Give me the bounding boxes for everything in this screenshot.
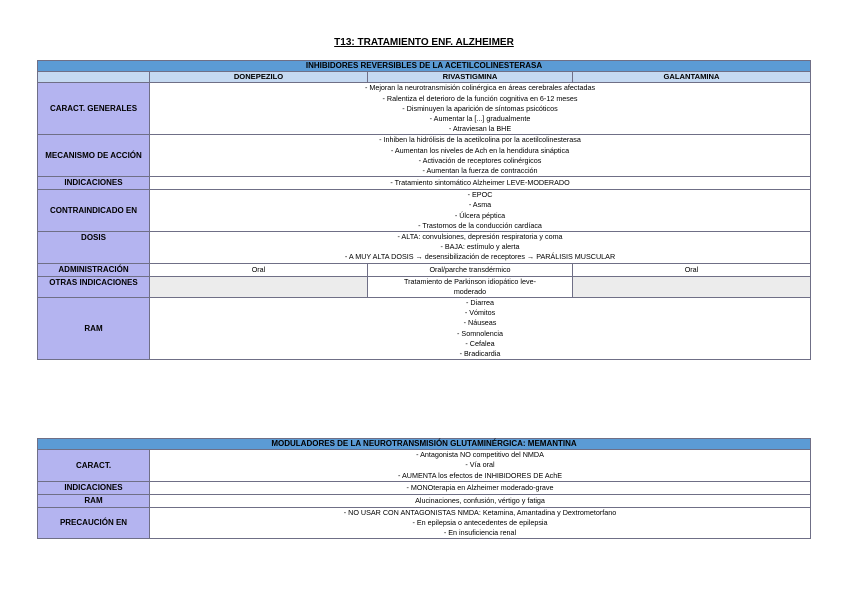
row-otras-indicaciones xyxy=(38,276,811,297)
row-indicaciones xyxy=(38,481,811,494)
list-item: - Aumentan los niveles de Ach en la hendidura sináptica xyxy=(390,145,570,155)
admin-galantamina: Oral xyxy=(573,263,811,276)
row-content xyxy=(150,507,811,539)
list-item: - Activación de receptores colinérgicos xyxy=(418,155,542,165)
row-label: PRECAUCIÓN EN xyxy=(38,507,150,539)
list-item: - Trastornos de la conducción cardíaca xyxy=(418,220,542,230)
list-item: - Úlcera péptica xyxy=(454,210,506,220)
row-label: INDICACIONES xyxy=(38,177,150,190)
row-content xyxy=(150,83,811,135)
row-caract-generales xyxy=(38,83,811,135)
row-content xyxy=(150,190,811,232)
row-mecanismo xyxy=(38,135,811,177)
list-item: - Aumentan la fuerza de contracción xyxy=(422,166,538,176)
admin-donepezilo: Oral xyxy=(150,263,368,276)
row-ram xyxy=(38,298,811,360)
list-item: - Somnolencia xyxy=(457,328,503,338)
acetylcholinesterase-inhibitors-table xyxy=(37,60,811,360)
list-item: - ALTA: convulsiones, depresión respiratoria y coma xyxy=(397,232,563,242)
row-content xyxy=(150,450,811,482)
list-item: Alucinaciones, confusión, vértigo y fatiga xyxy=(415,495,545,505)
row-label: RAM xyxy=(38,494,150,507)
row-dosis xyxy=(38,232,811,264)
list-item: Tratamiento de Parkinson idiopático leve- xyxy=(404,276,536,286)
row-content xyxy=(150,232,811,264)
list-item: - Vía oral xyxy=(465,460,495,470)
row-contraindicado xyxy=(38,190,811,232)
row-label: ADMINISTRACIÓN xyxy=(38,263,150,276)
list-item: - Diarrea xyxy=(466,298,494,308)
row-label: CARACT. GENERALES xyxy=(38,83,150,135)
row-content xyxy=(150,135,811,177)
list-item: - EPOC xyxy=(467,190,493,200)
list-item: moderado xyxy=(453,286,487,296)
list-item: - Disminuyen la aparición de síntomas psicóticos xyxy=(402,103,558,113)
list-item: - Cefalea xyxy=(465,338,495,348)
otras-donepezilo-empty xyxy=(150,276,368,297)
list-item: - Atraviesan la BHE xyxy=(448,124,512,134)
row-administracion xyxy=(38,263,811,276)
list-item: - A MUY ALTA DOSIS → desensibilización de receptores → PARÁLISIS MUSCULAR xyxy=(344,252,616,262)
otras-rivastigmina xyxy=(368,276,573,297)
list-item: - AUMENTA los efectos de INHIBIDORES DE AchE xyxy=(397,470,563,480)
row-caract xyxy=(38,450,811,482)
row-precaucion xyxy=(38,507,811,539)
row-label: CONTRAINDICADO EN xyxy=(38,190,150,232)
table1-corner-cell xyxy=(38,72,150,83)
admin-rivastigmina: Oral/parche transdérmico xyxy=(368,263,573,276)
row-label: DOSIS xyxy=(38,232,150,264)
list-item: - Náuseas xyxy=(463,318,497,328)
column-galantamina: GALANTAMINA xyxy=(573,72,811,83)
page-title: T13: TRATAMIENTO ENF. ALZHEIMER xyxy=(334,37,514,48)
list-item: - Antagonista NO competitivo del NMDA xyxy=(416,450,544,460)
row-label: RAM xyxy=(38,298,150,360)
list-item: - En epilepsia o antecedentes de epilepsia xyxy=(412,518,548,528)
list-item: - Asma xyxy=(468,200,492,210)
list-item: - Inhiben la hidrólisis de la acetilcolina por la acetilcolinesterasa xyxy=(379,135,581,145)
list-item: - Bradicardia xyxy=(459,349,501,359)
row-label: INDICACIONES xyxy=(38,481,150,494)
list-item: - Aumentar la [...] gradualmente xyxy=(429,114,531,124)
memantine-table xyxy=(37,438,811,539)
row-label: CARACT. xyxy=(38,450,150,482)
column-rivastigmina: RIVASTIGMINA xyxy=(368,72,573,83)
list-item: - Tratamiento sintomático Alzheimer LEVE-MODERADO xyxy=(390,178,570,188)
row-content xyxy=(150,494,811,507)
column-donepezilo: DONEPEZILO xyxy=(150,72,368,83)
table2-header: MODULADORES DE LA NEUROTRANSMISIÓN GLUTAMINÉRGICA: MEMANTINA xyxy=(38,439,811,450)
row-label: OTRAS INDICACIONES xyxy=(38,276,150,297)
list-item: - NO USAR CON ANTAGONISTAS NMDA: Ketamina, Amantadina y Dextrometorfano xyxy=(343,507,617,517)
row-indicaciones xyxy=(38,177,811,190)
otras-galantamina-empty xyxy=(573,276,811,297)
row-content xyxy=(150,298,811,360)
list-item: - Mejoran la neurotransmisión colinérgica en áreas cerebrales afectadas xyxy=(364,83,596,93)
row-content xyxy=(150,177,811,190)
list-item: - MONOterapia en Alzheimer moderado-grave xyxy=(406,482,554,492)
row-content xyxy=(150,481,811,494)
table1-header: INHIBIDORES REVERSIBLES DE LA ACETILCOLINESTERASA xyxy=(38,61,811,72)
row-ram xyxy=(38,494,811,507)
row-label: MECANISMO DE ACCIÓN xyxy=(38,135,150,177)
list-item: - Ralentiza el deterioro de la función cognitiva en 6-12 meses xyxy=(382,93,578,103)
list-item: - BAJA: estímulo y alerta xyxy=(440,242,520,252)
list-item: - Vómitos xyxy=(464,308,496,318)
list-item: - En insuficiencia renal xyxy=(443,528,517,538)
